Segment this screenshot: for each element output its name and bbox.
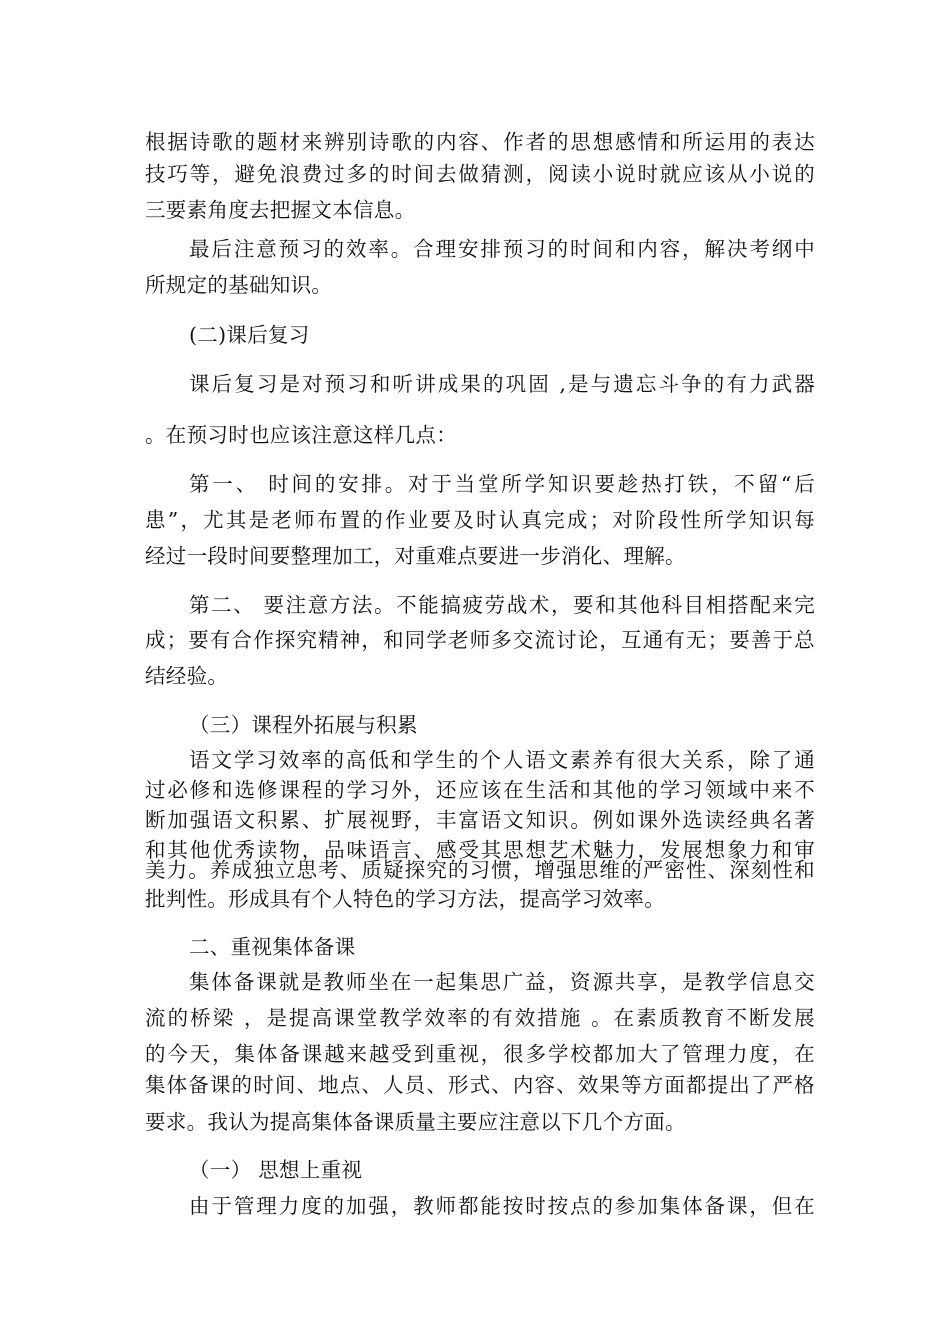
section-heading: 二、重视集体备课 xyxy=(189,935,356,959)
section-heading: (二)课后复习 xyxy=(189,323,310,347)
text-line: 经过一段时间要整理加工，对重难点要进一步消化、理解。 xyxy=(145,544,686,568)
text-line: 技巧等，避免浪费过多的时间去做猜测，阅读小说时就应该从小说的 xyxy=(145,162,815,186)
text-line: 成；要有合作探究精神，和同学老师多交流讨论，互通有无；要善于总 xyxy=(145,628,815,652)
text-line: 根据诗歌的题材来辨别诗歌的内容、作者的思想感情和所运用的表达 xyxy=(145,130,815,154)
text-line: 要求。我认为提高集体备课质量主要应注意以下几个方面。 xyxy=(145,1110,686,1134)
text-line: 美力。养成独立思考、质疑探究的习惯，增强思维的严密性、深刻性和 xyxy=(145,858,815,882)
section-heading: （三）课程外拓展与积累 xyxy=(189,713,418,737)
text-line: 最后注意预习的效率。合理安排预习的时间和内容，解决考纲中 xyxy=(189,237,815,261)
text-line: 过必修和选修课程的学习外，还应该在生活和其他的学习领域中来不 xyxy=(145,778,815,802)
text-line: 所规定的基础知识。 xyxy=(145,273,333,297)
text-line: 结经验。 xyxy=(145,664,229,688)
text-line: 。在预习时也应该注意这样几点： xyxy=(145,423,457,447)
text-line: 语文学习效率的高低和学生的个人语文素养有很大关系，除了通 xyxy=(189,748,815,772)
text-line: 课后复习是对预习和听讲成果的巩固 ,是与遗忘斗争的有力武器 xyxy=(189,372,815,396)
text-line: 的今天，集体备课越来越受到重视，很多学校都加大了管理力度，在 xyxy=(145,1042,815,1066)
text-line: 和其他优秀读物，品味语言、感受其思想艺术魅力，发展想象力和审 xyxy=(145,838,815,862)
text-line: 第一、 时间的安排。对于当堂所学知识要趁热打铁，不留“后 xyxy=(189,472,815,496)
text-line: 流的桥梁 ，是提高课堂教学效率的有效措施 。在素质教育不断发展 xyxy=(145,1006,815,1030)
text-line: 三要素角度去把握文本信息。 xyxy=(145,198,416,222)
text-line: 断加强语文积累、扩展视野，丰富语文知识。例如课外选读经典名著 xyxy=(145,808,815,832)
text-line: 患”，尤其是老师布置的作业要及时认真完成；对阶段性所学知识每 xyxy=(145,508,815,532)
text-line: 集体备课就是教师坐在一起集思广益，资源共享，是教学信息交 xyxy=(189,970,815,994)
section-heading: （一） 思想上重视 xyxy=(189,1158,363,1182)
text-line: 批判性。形成具有个人特色的学习方法，提高学习效率。 xyxy=(145,887,665,911)
text-line: 由于管理力度的加强，教师都能按时按点的参加集体备课，但在 xyxy=(189,1194,815,1218)
text-line: 集体备课的时间、地点、人员、形式、内容、效果等方面都提出了严格 xyxy=(145,1073,815,1097)
text-line: 第二、 要注意方法。不能搞疲劳战术，要和其他科目相搭配来完 xyxy=(189,593,815,617)
